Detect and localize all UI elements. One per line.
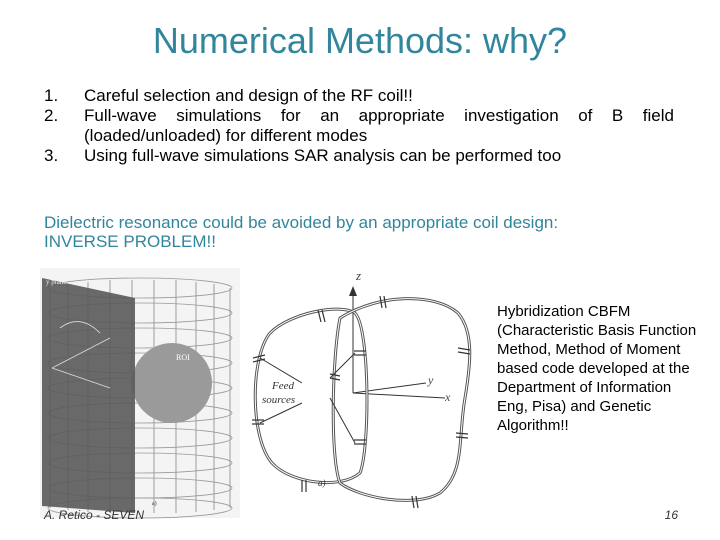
footer-author: A. Retico - SEVEN	[44, 508, 145, 522]
page-number: 16	[664, 508, 678, 522]
y-plane-label: y plane	[46, 278, 67, 286]
list-number: 3.	[44, 146, 59, 165]
subfig-a-label-left: a)	[152, 501, 157, 507]
list-number: 2.	[44, 106, 59, 125]
list-item	[44, 146, 674, 166]
list-item	[44, 106, 674, 146]
feed-label: Feed	[272, 380, 294, 392]
x-axis-label: x	[445, 390, 451, 404]
list-item	[44, 86, 674, 106]
reasons-list	[44, 86, 674, 166]
roi-sphere	[132, 343, 212, 423]
subfig-a-label-right: a)	[318, 478, 326, 488]
coil-diagram	[248, 258, 495, 520]
list-text: Full-wave simulations for an appropriate investigation of B field (loaded/unloaded) for different modes	[84, 106, 674, 145]
dielectric-statement	[44, 213, 684, 251]
z-axis-label: z	[356, 268, 362, 283]
list-number: 1.	[44, 86, 59, 105]
y-plane	[42, 278, 135, 513]
list-text: Careful selection and design of the RF coil!!	[84, 86, 413, 105]
coil-figure	[40, 258, 495, 520]
slide-title: Numerical Methods: why?	[152, 20, 568, 61]
cbfm-description: Hybridization CBFM (Characteristic Basis Function Method, Method of Moment based code developed at the Department of Information Eng, Pisa) and Genetic Algorithm!!	[497, 303, 697, 434]
inverse-problem-line: INVERSE PROBLEM!!	[44, 232, 216, 251]
cylinder-grid-image	[40, 268, 240, 518]
sources-label: sources	[262, 394, 296, 406]
list-text: Using full-wave simulations SAR analysis can be performed too	[84, 146, 562, 165]
roi-label: ROI	[176, 353, 190, 362]
y-axis-label: y	[428, 373, 434, 387]
dielectric-line: Dielectric resonance could be avoided by an appropriate coil design:	[44, 213, 559, 232]
